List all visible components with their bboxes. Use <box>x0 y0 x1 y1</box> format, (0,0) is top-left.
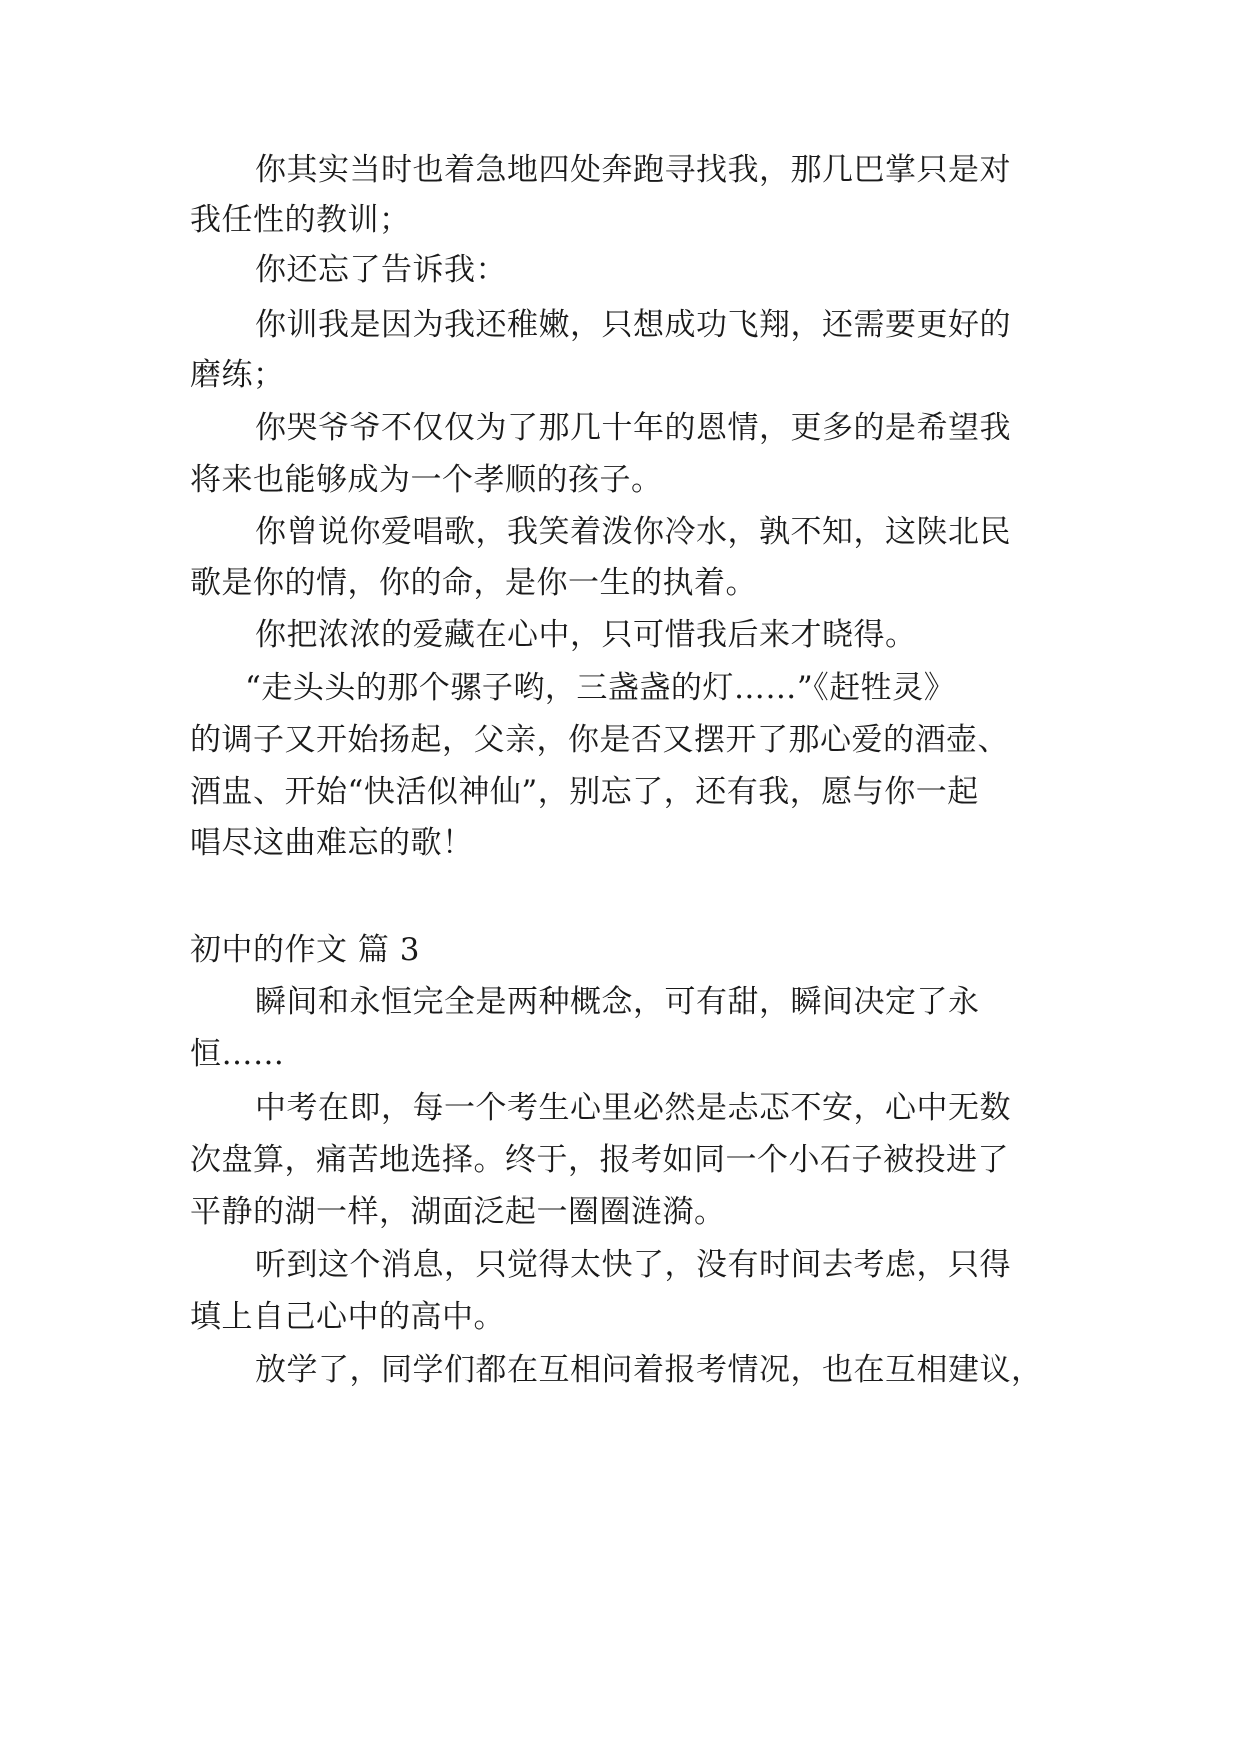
paragraph-line: 填上自己心中的高中。 <box>190 1299 505 1335</box>
paragraph-line: 你训我是因为我还稚嫩，只想成功飞翔，还需要更好的 <box>255 307 1011 343</box>
paragraph-line: 磨练； <box>190 357 285 393</box>
paragraph-line: 酒盅、开始“快活似神仙”，别忘了，还有我，愿与你一起 <box>190 774 979 810</box>
paragraph-line: 中考在即，每一个考生心里必然是忐忑不安，心中无数 <box>255 1090 1011 1126</box>
paragraph-line: 瞬间和永恒完全是两种概念，可有甜，瞬间决定了永 <box>255 984 980 1020</box>
paragraph-line: 次盘算，痛苦地选择。终于，报考如同一个小石子被投进了 <box>190 1142 1009 1178</box>
paragraph-line: 你还忘了告诉我： <box>255 252 507 288</box>
paragraph-line: 平静的湖一样，湖面泛起一圈圈涟漪。 <box>190 1194 726 1230</box>
paragraph-line: 你把浓浓的爱藏在心中，只可惜我后来才晓得。 <box>255 617 917 653</box>
paragraph-line: “走头头的那个骡子哟，三盏盏的灯……”《赶牲灵》 <box>245 670 956 706</box>
paragraph-line: 听到这个消息，只觉得太快了，没有时间去考虑，只得 <box>255 1247 1011 1283</box>
paragraph-line: 我任性的教训； <box>190 202 411 238</box>
paragraph-line: 你哭爷爷不仅仅为了那几十年的恩情，更多的是希望我 <box>255 410 1011 446</box>
paragraph-line: 恒…… <box>190 1036 285 1072</box>
paragraph-line: 唱尽这曲难忘的歌！ <box>190 825 474 861</box>
section-heading: 初中的作文 篇 3 <box>190 932 420 968</box>
paragraph-line: 将来也能够成为一个孝顺的孩子。 <box>190 462 663 498</box>
paragraph-line: 放学了，同学们都在互相问着报考情况，也在互相建议， <box>255 1352 1043 1388</box>
paragraph-line: 的调子又开始扬起，父亲，你是否又摆开了那心爱的酒壶、 <box>190 722 1009 758</box>
paragraph-line: 你其实当时也着急地四处奔跑寻找我，那几巴掌只是对 <box>255 152 1011 188</box>
paragraph-line: 歌是你的情，你的命，是你一生的执着。 <box>190 565 757 601</box>
paragraph-line: 你曾说你爱唱歌，我笑着泼你冷水，孰不知，这陕北民 <box>255 514 1011 550</box>
